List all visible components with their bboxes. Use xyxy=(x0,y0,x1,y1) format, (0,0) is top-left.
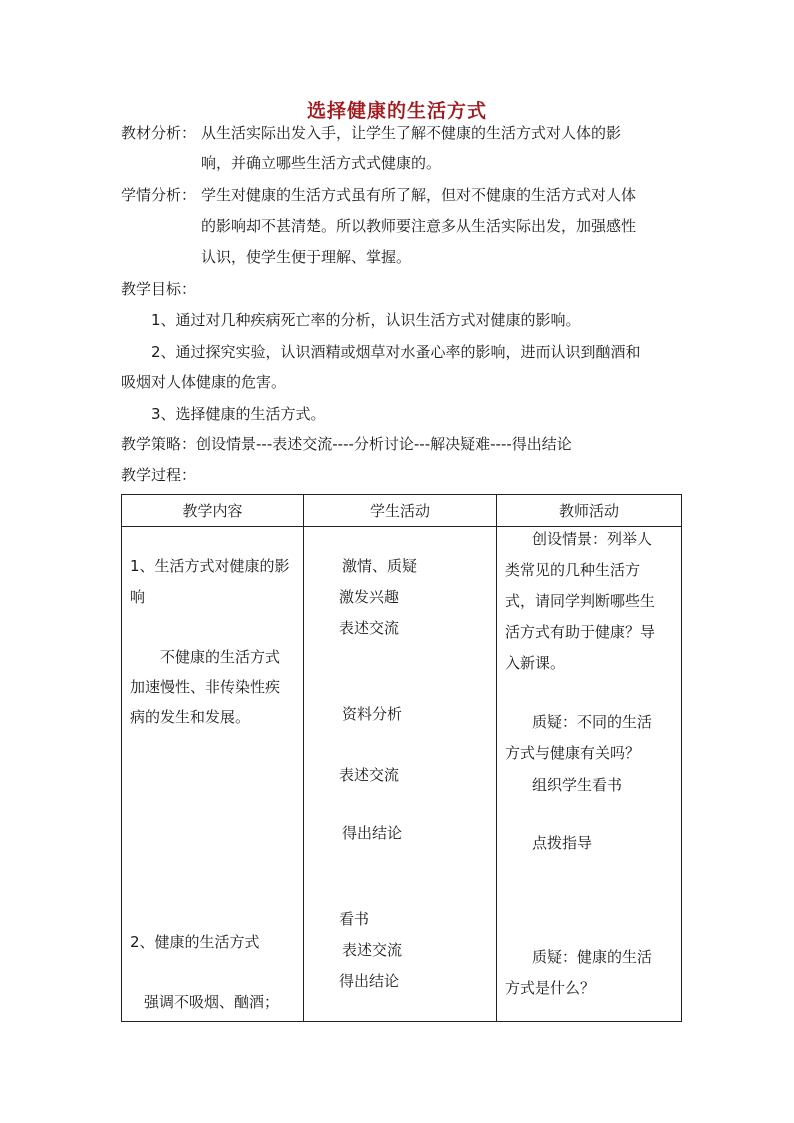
teacher-activity-text: 方式是什么？ xyxy=(505,979,596,997)
content-text: 病的发生和发展。 xyxy=(130,708,251,726)
student-analysis-line3: 认识，使学生便于理解、掌握。 xyxy=(201,248,412,266)
student-activity-text: 得出结论 xyxy=(342,824,403,842)
goal-item-2-line2: 吸烟对人体健康的危害。 xyxy=(121,373,287,391)
student-analysis-label: 学情分析： xyxy=(121,186,197,204)
student-activity-text: 激情、质疑 xyxy=(342,557,418,575)
teacher-activity-cell xyxy=(497,527,682,1022)
content-cell xyxy=(122,527,304,1022)
teacher-activity-text: 类常见的几种生活方 xyxy=(505,561,641,579)
teacher-activity-text: 组织学生看书 xyxy=(532,776,623,794)
goal-item-2-line1: 2、通过探究实验，认识酒精或烟草对水蚤心率的影响，进而认识到酗酒和 xyxy=(151,343,641,361)
student-activity-text: 表述交流 xyxy=(339,619,400,637)
teacher-activity-text: 创设情景：列举人 xyxy=(532,530,653,548)
teacher-activity-text: 活方式有助于健康？导 xyxy=(505,623,656,641)
content-text: 响 xyxy=(130,588,146,606)
student-activity-text: 得出结论 xyxy=(339,972,400,990)
process-label: 教学过程： xyxy=(121,466,197,484)
teacher-activity-text: 入新课。 xyxy=(505,654,566,672)
teacher-activity-text: 质疑：不同的生活 xyxy=(532,713,653,731)
header-student-activity: 学生活动 xyxy=(304,495,497,527)
teaching-strategy: 教学策略：创设情景---表述交流----分析讨论---解决疑难----得出结论 xyxy=(121,435,572,453)
page-title: 选择健康的生活方式 xyxy=(306,100,487,122)
goals-label: 教学目标： xyxy=(121,280,197,298)
teacher-activity-text: 点拨指导 xyxy=(532,834,593,852)
student-activity-text: 表述交流 xyxy=(342,941,403,959)
textbook-analysis-label: 教材分析： xyxy=(121,124,197,142)
student-activity-text: 表述交流 xyxy=(339,766,400,784)
teacher-activity-text: 方式与健康有关吗？ xyxy=(505,744,641,762)
table-header-row xyxy=(122,495,682,527)
student-activity-text: 看书 xyxy=(339,910,370,928)
student-activity-text: 资料分析 xyxy=(342,705,403,723)
textbook-analysis-line1: 从生活实际出发入手，让学生了解不健康的生活方式对人体的影 xyxy=(201,124,622,142)
content-text: 1、生活方式对健康的影 xyxy=(130,557,290,575)
student-analysis-line1: 学生对健康的生活方式虽有所了解，但对不健康的生活方式对人体 xyxy=(201,186,637,204)
teacher-activity-text: 质疑：健康的生活 xyxy=(532,948,653,966)
content-text: 加速慢性、非传染性疾 xyxy=(130,678,281,696)
teacher-activity-text: 式，请同学判断哪些生 xyxy=(505,592,656,610)
content-text: 不健康的生活方式 xyxy=(160,648,281,666)
content-text: 强调不吸烟、酗酒； xyxy=(144,993,280,1011)
textbook-analysis-line2: 响，并确立哪些生活方式式健康的。 xyxy=(201,154,442,172)
table-row xyxy=(122,527,682,1022)
lesson-table xyxy=(121,494,682,1022)
header-content: 教学内容 xyxy=(122,495,304,527)
content-text: 2、健康的生活方式 xyxy=(130,933,260,951)
student-analysis-line2: 的影响却不甚清楚。所以教师要注意多从生活实际出发，加强感性 xyxy=(201,217,637,235)
student-activity-cell xyxy=(304,527,497,1022)
goal-item-3: 3、选择健康的生活方式。 xyxy=(151,405,326,423)
student-activity-text: 激发兴趣 xyxy=(339,588,400,606)
goal-item-1: 1、通过对几种疾病死亡率的分析，认识生活方式对健康的影响。 xyxy=(151,311,581,329)
header-teacher-activity: 教师活动 xyxy=(497,495,682,527)
